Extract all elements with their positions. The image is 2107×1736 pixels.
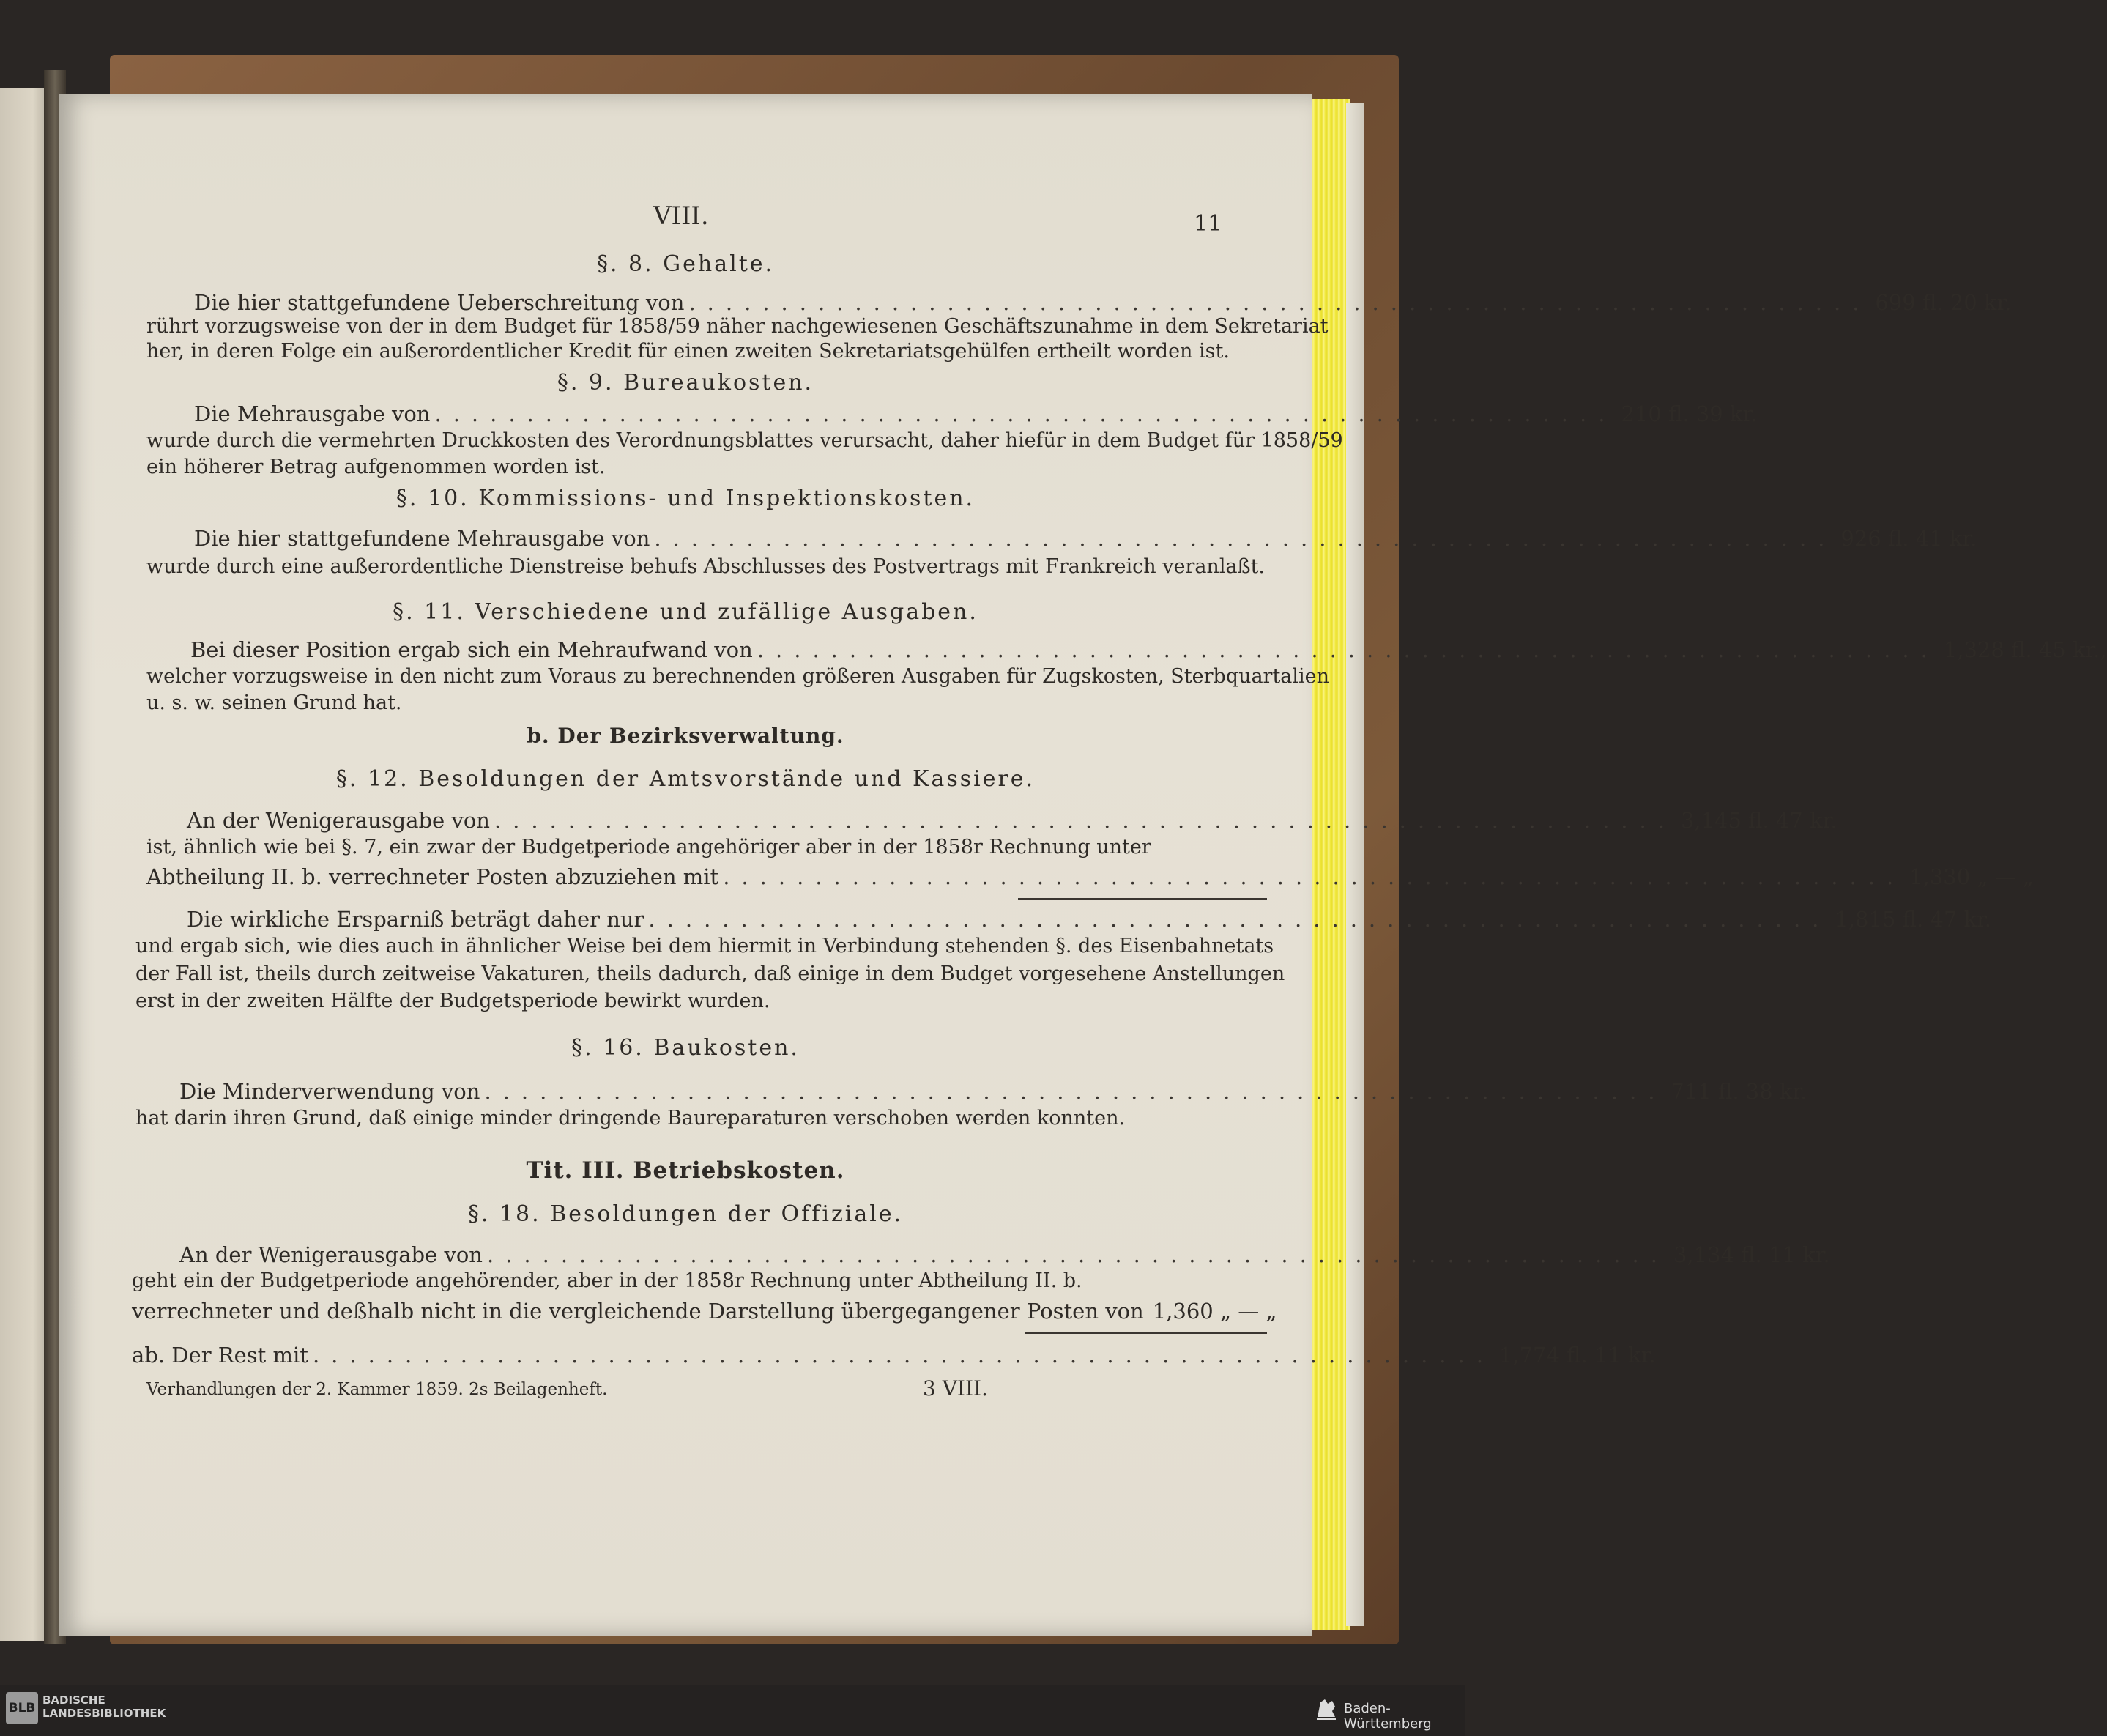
title-3-heading: Tit. III. Betriebskosten.	[526, 1157, 845, 1184]
document-page	[59, 94, 2107, 1636]
paragraph-line: ein höherer Betrag aufgenommen worden ist.	[146, 456, 606, 478]
paragraph-line: ist, ähnlich wie bei §. 7, ein zwar der Budgetperiode angehöriger aber in der 1858r Rechnung unter	[146, 836, 1151, 858]
entry-label: Die hier stattgefundene Mehrausgabe von	[194, 526, 650, 551]
entry-amount: 1,360 „ — „	[1152, 1299, 1277, 1324]
entry-label: Die wirkliche Ersparniß beträgt daher nur	[187, 907, 644, 932]
section-12-entry-2	[146, 864, 2034, 889]
entry-amount: 711 fl. 38 kr.	[1671, 1079, 1807, 1104]
baden-wuerttemberg-lion-icon	[1315, 1695, 1338, 1721]
leader-dots: ................................................................	[434, 401, 1617, 426]
library-name-line-1: BADISCHE	[42, 1694, 105, 1707]
state-name: Baden-Württemberg	[1344, 1701, 1432, 1732]
entry-label: Die hier stattgefundene Ueberschreitung von	[194, 290, 685, 315]
leader-dots: ................................................................	[654, 526, 1837, 551]
section-18-entry-1	[179, 1242, 1830, 1267]
page-number: 11	[1194, 211, 1222, 237]
paragraph-line: rührt vorzugsweise von der in dem Budget für 1858/59 näher nachgewiesenen Geschäftszunahme in dem Sekretariat	[146, 315, 1329, 338]
section-12-heading: §. 12. Besoldungen der Amtsvorstände und Kassiere.	[335, 766, 1036, 792]
entry-amount: 3,145 fl. 47 kr.	[1680, 808, 1837, 833]
sum-rule	[1018, 898, 1267, 900]
section-11-heading: §. 11. Verschiedene und zufällige Ausgaben.	[393, 599, 978, 625]
paragraph-line: welcher vorzugsweise in den nicht zum Voraus zu berechnenden größeren Ausgaben für Zugskosten, Sterbquartalien	[146, 665, 1330, 688]
leader-dots: ................................................................	[648, 907, 1831, 932]
footer-signature: 3 VIII.	[923, 1376, 989, 1401]
entry-amount: 210 fl. 39 kr.	[1621, 401, 1758, 426]
leader-dots: ................................................................	[494, 808, 1676, 833]
section-18-entry-3	[132, 1343, 1656, 1368]
entry-amount: 3,134 fl. 11 kr.	[1673, 1242, 1830, 1267]
paragraph-line: der Fall ist, theils durch zeitweise Vakaturen, theils dadurch, daß einige in dem Budget vorgesehene Anstellungen	[135, 962, 1285, 985]
entry-label: verrechneter und deßhalb nicht in die vergleichende Darstellung übergegangener Posten von	[132, 1299, 1144, 1324]
entry-label: An der Wenigerausgabe von	[179, 1242, 483, 1267]
entry-amount: 1,774 fl. 11 kr.	[1498, 1343, 1656, 1368]
entry-label: ab. Der Rest mit	[132, 1343, 308, 1368]
subsection-b-heading: b. Der Bezirksverwaltung.	[527, 724, 844, 748]
section-12-entry-1	[187, 808, 1837, 833]
entry-label: Die Mehrausgabe von	[194, 401, 431, 426]
leader-dots: ................................................................	[484, 1079, 1667, 1104]
entry-label: Die Minderverwendung von	[179, 1079, 480, 1104]
paragraph-line: u. s. w. seinen Grund hat.	[146, 691, 402, 714]
section-8-entry	[194, 290, 2012, 315]
leader-dots: ................................................................	[312, 1343, 1495, 1368]
section-10-entry	[194, 526, 1977, 551]
section-16-entry	[179, 1079, 1807, 1104]
paragraph-line: hat darin ihren Grund, daß einige minder dringende Baureparaturen verschoben werden konnten.	[135, 1107, 1126, 1129]
sum-rule	[1025, 1332, 1267, 1334]
leader-dots: ................................................................	[688, 290, 1871, 315]
entry-label: Abtheilung II. b. verrechneter Posten abzuziehen mit	[146, 864, 719, 889]
leader-dots: ................................................................	[757, 637, 1939, 662]
section-9-entry	[194, 401, 1758, 426]
library-name-line-2: LANDESBIBLIOTHEK	[42, 1707, 166, 1720]
paragraph-line: erst in der zweiten Hälfte der Budgetsperiode bewirkt wurden.	[135, 990, 770, 1012]
viewer-footer-bar	[0, 1685, 1465, 1736]
entry-amount: 1,330 „ — „	[1909, 864, 2034, 889]
paragraph-line: her, in deren Folge ein außerordentlicher Kredit für einen zweiten Sekretariatsgehülfen ertheilt worden ist.	[146, 340, 1230, 363]
section-8-heading: §. 8. Gehalte.	[596, 251, 775, 277]
section-11-entry	[190, 637, 2107, 662]
blb-logo: BLB	[6, 1692, 38, 1724]
section-9-heading: §. 9. Bureaukosten.	[557, 370, 814, 396]
section-12-entry-3	[187, 907, 1991, 932]
footer-source: Verhandlungen der 2. Kammer 1859. 2s Beilagenheft.	[146, 1380, 608, 1399]
section-number: VIII.	[653, 201, 709, 231]
entry-amount: 699 fl. 20 kr.	[1875, 290, 2012, 315]
entry-label: An der Wenigerausgabe von	[187, 808, 490, 833]
paragraph-line: und ergab sich, wie dies auch in ähnlicher Weise bei dem hiermit in Verbindung stehenden §. des Eisenbahnetats	[135, 935, 1274, 957]
entry-amount: 926 fl. 41 kr.	[1840, 526, 1977, 551]
leader-dots: ................................................................	[486, 1242, 1669, 1267]
section-10-heading: §. 10. Kommissions- und Inspektionskosten.	[395, 486, 976, 511]
entry-amount: 1,328 fl. 45 kr.,	[1943, 637, 2107, 662]
section-18-entry-2	[132, 1299, 1277, 1324]
entry-label: Bei dieser Position ergab sich ein Mehraufwand von	[190, 637, 753, 662]
paragraph-line: wurde durch eine außerordentliche Dienstreise behufs Abschlusses des Postvertrags mit Frankreich veranlaßt.	[146, 555, 1266, 578]
entry-amount: 1,815 fl. 47 kr.	[1835, 907, 1991, 932]
section-18-heading: §. 18. Besoldungen der Offiziale.	[467, 1201, 904, 1227]
paragraph-line: geht ein der Budgetperiode angehörender, aber in der 1858r Rechnung unter Abtheilung II. b.	[132, 1269, 1082, 1292]
paragraph-line: wurde durch die vermehrten Druckkosten des Verordnungsblattes verursacht, daher hiefür in dem Budget für 1858/59	[146, 429, 1343, 452]
leader-dots: ................................................................	[723, 864, 1906, 889]
section-16-heading: §. 16. Baukosten.	[571, 1035, 800, 1061]
